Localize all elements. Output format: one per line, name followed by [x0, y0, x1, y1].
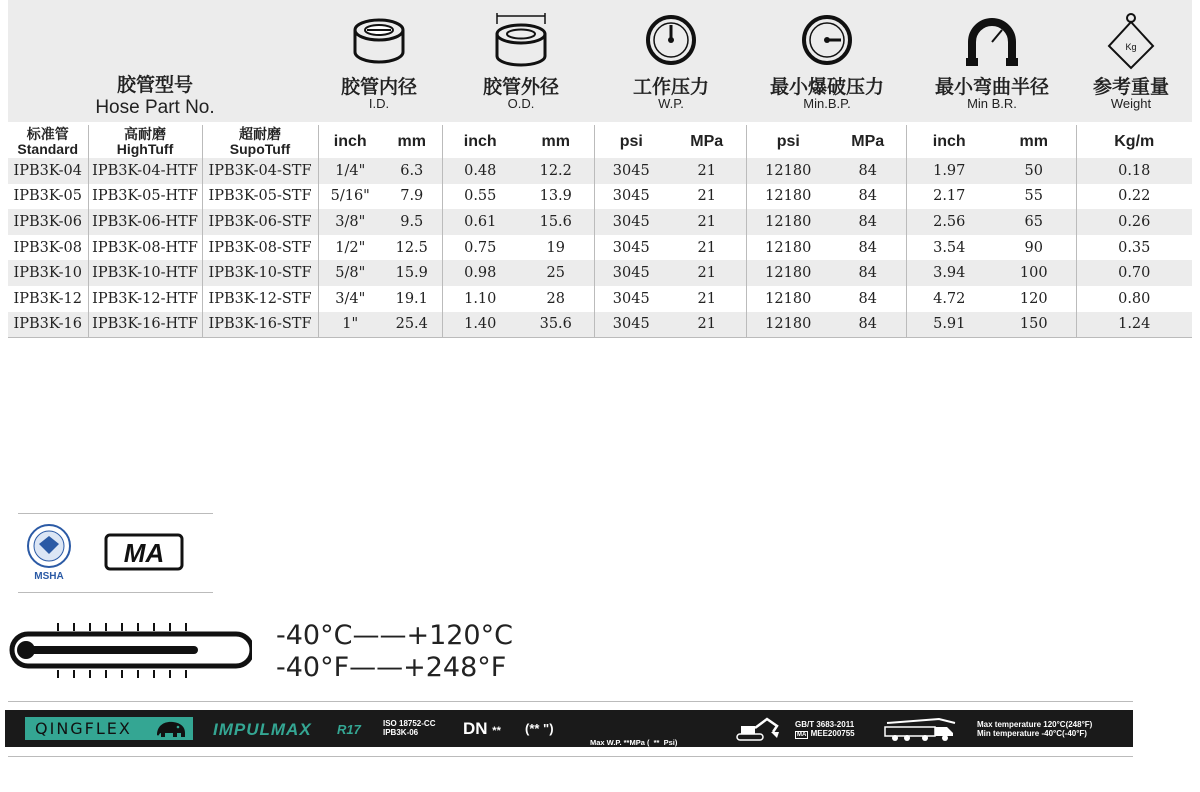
cell-wp-mpa: 21: [668, 286, 746, 312]
cell-wp-psi: 3045: [594, 235, 668, 261]
cell-wp-psi: 3045: [594, 312, 668, 338]
gb-ma-badge: MA: [797, 732, 807, 738]
temp-max: Max temperature 120°C(248°F): [977, 720, 1093, 729]
cell-id-mm: 19.1: [382, 286, 442, 312]
svg-text:Kg: Kg: [1125, 42, 1137, 52]
header-br-zh: 最小弯曲半径: [934, 76, 1049, 98]
msha-seal-icon: [20, 522, 78, 582]
cell-standard: IPB3K-08: [8, 235, 88, 261]
cell-supotuff: IPB3K-05-STF: [202, 184, 318, 210]
excavator-icon: [733, 716, 783, 742]
table-row: [8, 312, 1192, 338]
cell-bp-psi: 12180: [746, 286, 830, 312]
cell-weight: 0.35: [1076, 235, 1192, 261]
cell-id-mm: 12.5: [382, 235, 442, 261]
iso-line2: IPB3K-06: [383, 728, 419, 737]
header-br-en: Min B.R.: [967, 96, 1017, 111]
part-no-title-zh: 胶管型号: [116, 74, 193, 96]
header-weight: [1075, 0, 1187, 122]
temp-celsius: -40°C——+120°C: [276, 620, 513, 651]
header-bp-en: Min.B.P.: [803, 96, 851, 111]
gb-line1: GB/T 3683-2011: [795, 720, 855, 729]
cert-divider-top: [18, 513, 213, 514]
product-code: R17: [337, 722, 361, 737]
cell-id-inch: 3/8": [318, 209, 382, 235]
cell-br-inch: 3.94: [906, 260, 992, 286]
cell-standard: IPB3K-06: [8, 209, 88, 235]
cell-br-inch: 2.17: [906, 184, 992, 210]
product-name: IMPULMAX: [213, 720, 312, 739]
cell-od-inch: 1.40: [442, 312, 518, 338]
cell-weight: 0.70: [1076, 260, 1192, 286]
header-weight-en: Weight: [1110, 96, 1152, 111]
cell-supotuff: IPB3K-12-STF: [202, 286, 318, 312]
cell-supotuff: IPB3K-10-STF: [202, 260, 318, 286]
subheader-standard: 标准管 Standard: [17, 125, 79, 157]
header-wp-en: W.P.: [658, 96, 684, 111]
cell-wp-mpa: 21: [668, 260, 746, 286]
ma-logo-icon: [104, 533, 184, 571]
subheader-hightuff: 高耐磨 HighTuff: [88, 125, 202, 158]
cell-od-inch: 1.10: [442, 286, 518, 312]
table-row: [8, 235, 1192, 261]
cell-wp-mpa: 21: [668, 209, 746, 235]
cell-bp-mpa: 84: [830, 158, 906, 184]
cell-id-inch: 5/16": [318, 184, 382, 210]
cell-supotuff: IPB3K-08-STF: [202, 235, 318, 261]
cell-weight: 0.80: [1076, 286, 1192, 312]
gb-line2-text: MEE200755: [810, 729, 855, 738]
table-row: [8, 260, 1192, 286]
wp-line: Max W.P. **MPa ( ** Psi): [590, 738, 678, 747]
cell-hightuff: IPB3K-16-HTF: [88, 312, 202, 338]
cell-id-mm: 25.4: [382, 312, 442, 338]
header-weight-zh: 参考重量: [1092, 76, 1169, 98]
dn-stars: **: [492, 725, 501, 737]
cell-br-mm: 120: [992, 286, 1076, 312]
header-wp-zh: 工作压力: [632, 76, 709, 98]
cell-id-mm: 7.9: [382, 184, 442, 210]
cell-br-mm: 50: [992, 158, 1076, 184]
cell-wp-mpa: 21: [668, 235, 746, 261]
dn-text: DN: [463, 719, 488, 738]
cell-id-inch: 1/2": [318, 235, 382, 261]
outer-diameter-icon: [493, 12, 549, 72]
unit-bp-psi: psi: [746, 125, 830, 158]
header-bp: [752, 0, 902, 122]
unit-id-mm: mm: [397, 132, 426, 150]
cell-id-mm: 6.3: [382, 158, 442, 184]
elephant-icon: [153, 719, 189, 739]
cell-wp-mpa: 21: [668, 184, 746, 210]
header-id-en: I.D.: [368, 96, 390, 111]
cell-id-mm: 15.9: [382, 260, 442, 286]
gb-block: [795, 720, 855, 740]
cell-bp-mpa: 84: [830, 260, 906, 286]
cell-standard: IPB3K-16: [8, 312, 88, 338]
weight-icon: [1105, 12, 1157, 70]
cell-bp-mpa: 84: [830, 184, 906, 210]
cell-br-inch: 5.91: [906, 312, 992, 338]
unit-id-inch: inch: [318, 125, 382, 158]
header-id-zh: 胶管内径: [340, 76, 417, 98]
inner-diameter-icon: [351, 12, 407, 68]
header-od: [444, 0, 598, 122]
table-row: [8, 209, 1192, 235]
unit-bp-mpa: MPa: [851, 132, 885, 150]
cell-br-inch: 4.72: [906, 286, 992, 312]
cell-wp-mpa: 21: [668, 158, 746, 184]
hose-print-banner: [5, 710, 1133, 774]
unit-br-inch: inch: [906, 125, 992, 158]
table-row: [8, 184, 1192, 210]
unit-od-mm: mm: [541, 132, 570, 150]
unit-wp-psi: psi: [594, 125, 668, 158]
cell-od-inch: 0.48: [442, 158, 518, 184]
pressure-gauge-icon: [643, 12, 699, 68]
burst-gauge-icon: [799, 12, 855, 68]
cell-standard: IPB3K-04: [8, 158, 88, 184]
cell-hightuff: IPB3K-10-HTF: [88, 260, 202, 286]
cell-weight: 0.26: [1076, 209, 1192, 235]
cell-bp-mpa: 84: [830, 286, 906, 312]
cell-od-inch: 0.98: [442, 260, 518, 286]
cell-wp-psi: 3045: [594, 286, 668, 312]
cell-bp-psi: 12180: [746, 184, 830, 210]
cell-id-inch: 1/4": [318, 158, 382, 184]
cell-od-mm: 19: [518, 235, 594, 261]
table-row: [8, 158, 1192, 184]
header-br: [908, 0, 1076, 122]
cell-id-inch: 3/4": [318, 286, 382, 312]
cell-od-mm: 35.6: [518, 312, 594, 338]
cell-supotuff: IPB3K-06-STF: [202, 209, 318, 235]
cell-wp-psi: 3045: [594, 158, 668, 184]
cell-od-inch: 0.75: [442, 235, 518, 261]
cell-bp-psi: 12180: [746, 158, 830, 184]
cell-wp-mpa: 21: [668, 312, 746, 338]
cell-wp-psi: 3045: [594, 209, 668, 235]
cell-weight: 0.22: [1076, 184, 1192, 210]
part-no-title-en: Hose Part No.: [95, 97, 215, 118]
cell-bp-mpa: 84: [830, 209, 906, 235]
cell-od-mm: 13.9: [518, 184, 594, 210]
banner-divider-top: [8, 701, 1133, 702]
cell-id-mm: 9.5: [382, 209, 442, 235]
dn-label: [463, 719, 501, 739]
cell-weight: 0.18: [1076, 158, 1192, 184]
header-id: [318, 0, 440, 122]
cell-hightuff: IPB3K-06-HTF: [88, 209, 202, 235]
subheader-supotuff: 超耐磨 SupoTuff: [202, 125, 318, 158]
part-no-title: [0, 70, 310, 119]
cell-br-inch: 1.97: [906, 158, 992, 184]
banner-divider-bottom: [8, 756, 1133, 757]
header-od-zh: 胶管外径: [482, 76, 559, 98]
cell-bp-psi: 12180: [746, 312, 830, 338]
cell-br-mm: 100: [992, 260, 1076, 286]
cell-wp-psi: 3045: [594, 184, 668, 210]
cell-br-mm: 65: [992, 209, 1076, 235]
cell-br-mm: 150: [992, 312, 1076, 338]
cell-hightuff: IPB3K-05-HTF: [88, 184, 202, 210]
msha-label: MSHA: [34, 571, 64, 582]
brand-box: [25, 717, 193, 740]
cell-od-mm: 28: [518, 286, 594, 312]
cell-standard: IPB3K-05: [8, 184, 88, 210]
gb-line2: [795, 729, 855, 740]
inch-marks: (** "): [525, 721, 554, 736]
cell-hightuff: IPB3K-08-HTF: [88, 235, 202, 261]
cell-standard: IPB3K-12: [8, 286, 88, 312]
cell-standard: IPB3K-10: [8, 260, 88, 286]
cell-hightuff: IPB3K-12-HTF: [88, 286, 202, 312]
temp-block: [977, 720, 1092, 738]
temp-fahrenheit: -40°F——+248°F: [276, 652, 507, 683]
cell-od-mm: 12.2: [518, 158, 594, 184]
table-subheader-row: [8, 125, 1192, 158]
unit-od-inch: inch: [442, 125, 518, 158]
cell-bp-psi: 12180: [746, 209, 830, 235]
cell-br-inch: 2.56: [906, 209, 992, 235]
table-row: [8, 286, 1192, 312]
cell-od-mm: 15.6: [518, 209, 594, 235]
unit-weight: Kg/m: [1076, 125, 1192, 158]
ma-label: MA: [123, 538, 165, 568]
cell-supotuff: IPB3K-04-STF: [202, 158, 318, 184]
header-od-en: O.D.: [507, 96, 535, 111]
cell-wp-psi: 3045: [594, 260, 668, 286]
iso-line1: ISO 18752-CC: [383, 719, 436, 728]
iso-block: [383, 719, 435, 737]
cell-br-mm: 55: [992, 184, 1076, 210]
cell-od-inch: 0.55: [442, 184, 518, 210]
cert-divider-bottom: [18, 592, 213, 593]
spec-table: [8, 125, 1192, 338]
temp-min: Min temperature -40°C(-40°F): [977, 729, 1087, 738]
unit-wp-mpa: MPa: [690, 132, 724, 150]
thermometer-icon: [0, 620, 252, 682]
cell-bp-psi: 12180: [746, 260, 830, 286]
cell-od-mm: 25: [518, 260, 594, 286]
unit-br-mm: mm: [1019, 132, 1048, 150]
cell-id-inch: 1": [318, 312, 382, 338]
cell-bp-mpa: 84: [830, 312, 906, 338]
cell-weight: 1.24: [1076, 312, 1192, 338]
cell-br-inch: 3.54: [906, 235, 992, 261]
bp-line: Min B.P. **MPa ( ** Psi): [590, 765, 675, 774]
cell-id-inch: 5/8": [318, 260, 382, 286]
cell-hightuff: IPB3K-04-HTF: [88, 158, 202, 184]
header-bp-zh: 最小爆破压力: [769, 76, 884, 98]
cell-bp-psi: 12180: [746, 235, 830, 261]
bend-radius-icon: [962, 12, 1022, 68]
brand-name: QINGFLEX: [35, 719, 132, 738]
cell-br-mm: 90: [992, 235, 1076, 261]
pump-truck-icon: [881, 715, 961, 743]
cell-od-inch: 0.61: [442, 209, 518, 235]
cell-bp-mpa: 84: [830, 235, 906, 261]
cell-supotuff: IPB3K-16-STF: [202, 312, 318, 338]
header-wp: [600, 0, 742, 122]
